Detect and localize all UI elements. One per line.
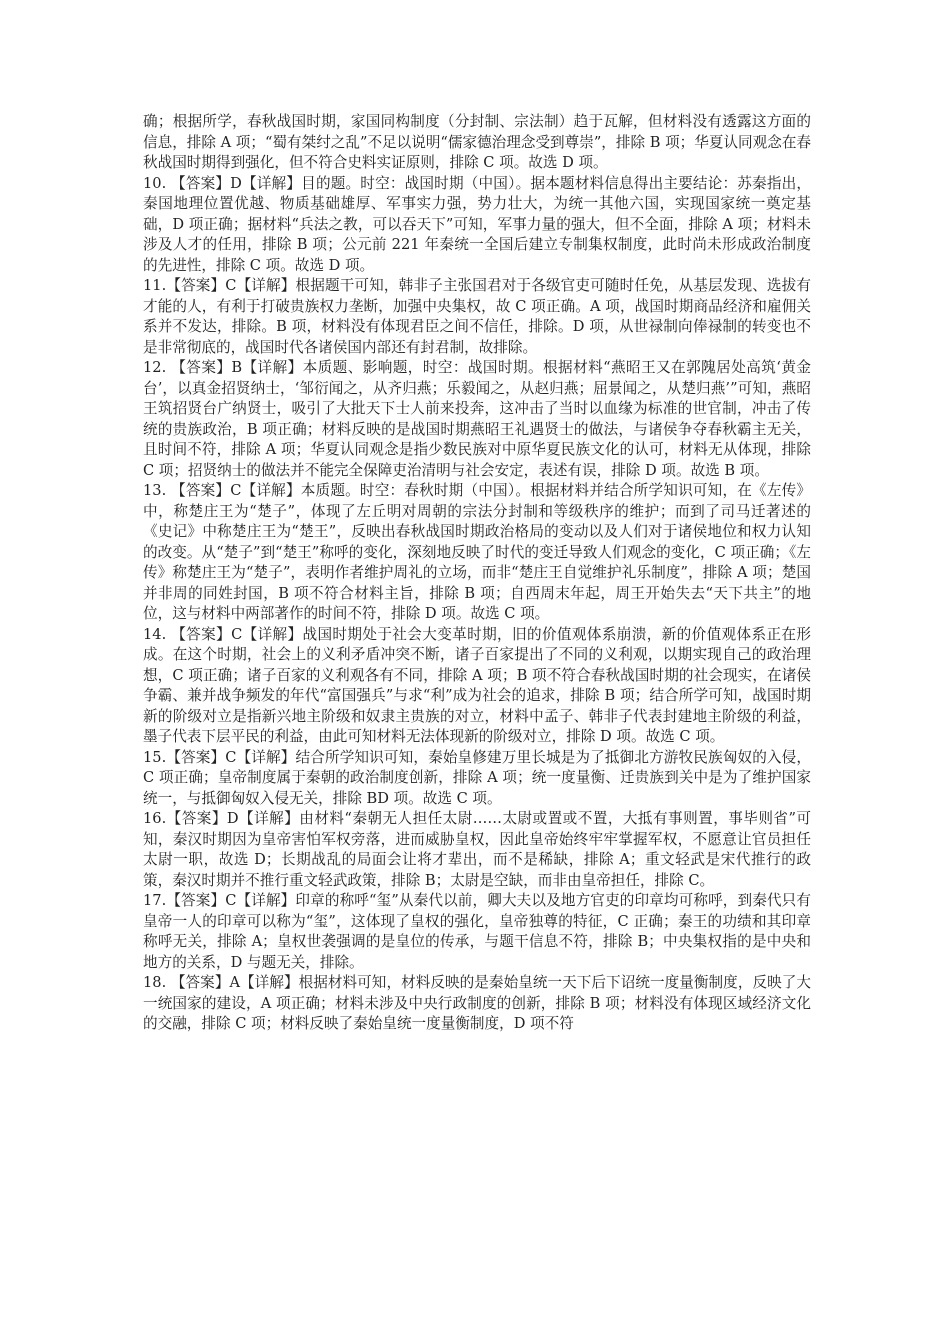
answer-18: 18. 【答案】A【详解】根据材料可知，材料反映的是秦始皇统一天下后下诏统一度量衡制度，反映了大一统国家的建设，A 项正确；材料未涉及中央行政制度的创新，排除 B 项；材料没有体现区域经济文化的交融，排除 C 项；材料反映了秦始皇统一度量衡制度，D 项不符 (143, 974, 811, 1032)
answer-12: 12. 【答案】B【详解】本质题、影响题，时空：战国时期。根据材料“燕昭王又在郭隗居处高筑‘黄金台’，以真金招贤纳士，‘邹衍闻之，从齐归燕；乐毅闻之，从赵归燕；屈景闻之，从楚归燕’”可知，燕昭王筑招贤台广纳贤士，吸引了大批天下士人前来投奔，这冲击了当时以血缘为标准的世官制，冲击了传统的贵族政治，B 项正确；材料反映的是战国时期燕昭王礼遇贤士的做法，与诸侯争夺春秋霸主无关，且时间不符，排除 A 项；华夏认同观念是指少数民族对中原华夏民族文化的认可，材料无从体现，排除 C 项；招贤纳士的做法并不能完全保障吏治清明与社会安定，表述有误，排除 D 项。故选 B 项。 (143, 359, 811, 479)
paragraph-continuation: 确；根据所学，春秋战国时期，家国同构制度（分封制、宗法制）趋于瓦解，但材料没有透露这方面的信息，排除 A 项；“蜀有桀纣之乱”不足以说明“儒家德治理念受到尊崇”，排除 B 项；华夏认同观念在春秋战国时期得到强化，但不符合史料实证原则，排除 C 项。故选 D 项。 (143, 113, 812, 171)
document-body (143, 112, 811, 1035)
answer-14: 14. 【答案】C【详解】战国时期处于社会大变革时期，旧的价值观体系崩溃，新的价值观体系正在形成。在这个时期，社会上的义利矛盾冲突不断，诸子百家提出了不同的义利观，以期实现自己的政治理想，C 项正确；诸子百家的义利观各有不同，排除 A 项；B 项不符合春秋战国时期的社会现实，在诸侯争霸、兼并战争频发的年代“富国强兵”与求“利”成为社会的追求，排除 B 项；结合所学可知，战国时期新的阶级对立是指新兴地主阶级和奴隶主贵族的对立，材料中孟子、韩非子代表封建地主阶级的利益，墨子代表下层平民的利益，由此可知材料无法体现新的阶级对立，排除 D 项。故选 C 项。 (143, 625, 811, 745)
answer-15: 15.【答案】C【详解】结合所学知识可知，秦始皇修建万里长城是为了抵御北方游牧民族匈奴的入侵，C 项正确；皇帝制度属于秦朝的政治制度创新，排除 A 项；统一度量衡、迁贵族到关中是为了维护国家统一，与抵御匈奴入侵无关，排除 BD 项。故选 C 项。 (143, 748, 811, 807)
answer-13: 13. 【答案】C【详解】本质题。时空：春秋时期（中国）。根据材料并结合所学知识可知，在《左传》中，称楚庄王为“楚子”，体现了左丘明对周朝的宗法分封制和等级秩序的维护；而到了司马迁著述的《史记》中称楚庄王为“楚王”，反映出春秋战国时期政治格局的变动以及人们对于诸侯地位和权力认知的改变。从“楚子”到“楚王”称呼的变化，深刻地反映了时代的变迁导致人们观念的变化，C 项正确；《左传》称楚庄王为“楚子”，表明作者维护周礼的立场，而非“楚庄王自觉维护礼乐制度”，排除 A 项；楚国并非周的同姓封国，B 项不符合材料主旨，排除 B 项；自西周末年起，周王开始失去“天下共主”的地位，这与材料中两部著作的时间不符，排除 D 项。故选 C 项。 (143, 482, 811, 622)
answer-17: 17.【答案】C【详解】印章的称呼“玺”从秦代以前，卿大夫以及地方官吏的印章均可称呼，到秦代只有皇帝一人的印章可以称为“玺”，这体现了皇权的强化，皇帝独尊的特征，C 正确；秦王的功绩和其印章称呼无关，排除 A；皇权世袭强调的是皇位的传承，与题干信息不符，排除 B；中央集权指的是中央和地方的关系，D 与题无关，排除。 (143, 892, 811, 971)
answer-10: 10. 【答案】D【详解】目的题。时空：战国时期（中国）。据本题材料信息得出主要结论：苏秦指出，秦国地理位置优越、物质基础雄厚、军事实力强，势力壮大，为统一其他六国，实现国家统一奠定基础，D 项正确；据材料“兵法之教，可以吞天下”可知，军事力量的强大，但不全面，排除 A 项；材料未涉及人才的任用，排除 B 项；公元前 221 年秦统一全国后建立专制集权制度，此时尚未形成政治制度的先进性，排除 C 项。故选 D 项。 (143, 174, 811, 274)
answer-11: 11.【答案】C【详解】根据题干可知，韩非子主张国君对于各级官吏可随时任免，从基层发现、选拔有才能的人，有利于打破贵族权力垄断，加强中央集权，故 C 项正确。A 项，战国时期商品经济和雇佣关系并不发达，排除。B 项，材料没有体现君臣之间不信任，排除。D 项，从世禄制向俸禄制的转变也不是非常彻底的，战国时代各诸侯国内部还有封君制，故排除。 (143, 277, 811, 356)
answer-16: 16.【答案】D【详解】由材料“秦朝无人担任太尉……太尉或置或不置，大抵有事则置，事毕则省”可知，秦汉时期因为皇帝害怕军权旁落，进而威胁皇权，因此皇帝始终牢牢掌握军权，不愿意让官员担任太尉一职，故选 D；长期战乱的局面会让将才辈出，而不是稀缺，排除 A；重文轻武是宋代推行的政策，秦汉时期并不推行重文轻武政策，排除 B；太尉是空缺，而非由皇帝担任，排除 C。 (143, 810, 811, 889)
